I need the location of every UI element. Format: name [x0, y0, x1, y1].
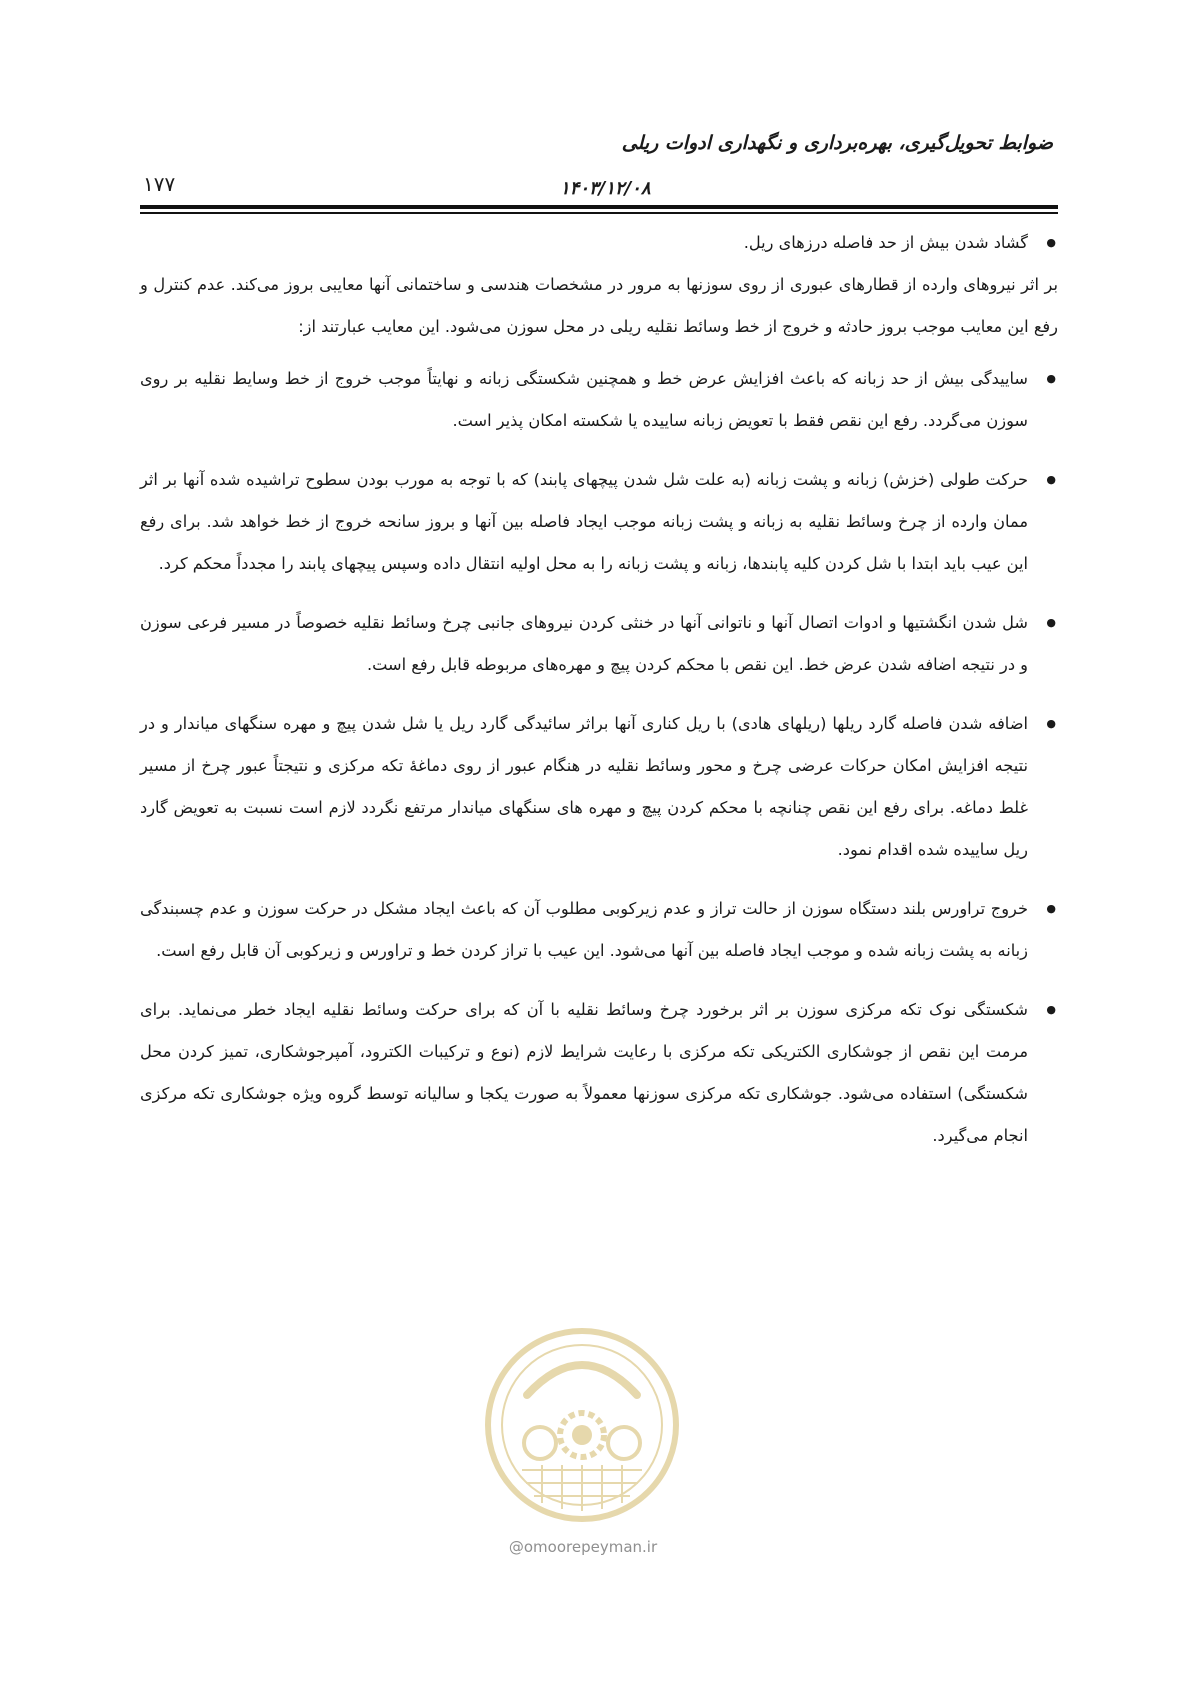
watermark-seal-logo [482, 1325, 682, 1525]
at-icon: @ [508, 1538, 524, 1556]
intro-paragraph: بر اثر نیروهای وارده از قطارهای عبوری از روی سوزنها به مرور در مشخصات هندسی و ساختمانی آنها معایبی بروز می‌کند. عدم کنترل و رفع این معایب موجب بروز حادثه و خروج از خط وسائط نقلیه ریلی در محل سوزن می‌شود. این معایب عبارتند از: [140, 275, 1058, 336]
watermark-url [478, 1538, 688, 1556]
defects-list [140, 358, 1058, 1157]
header-rule-thin [140, 212, 1058, 214]
header-rule-thick [140, 205, 1058, 209]
running-header-title: ضوابط تحویل‌گیری، بهره‌برداری و نگهداری ادوات ریلی [621, 132, 1053, 154]
watermark-url-text: omoorepeyman.ir [523, 1538, 658, 1556]
list-item: ● گشاد شدن بیش از حد فاصله درزهای ریل. [140, 222, 1058, 264]
list-item: ● شل شدن انگشتیها و ادوات اتصال آنها و ناتوانی آنها در خنثی کردن نیروهای جانبی چرخ وسائط نقلیه خصوصاً در مسیر فرعی سوزن و در نتیجه اضافه شدن عرض خط. این نقص با محکم کردن پیچ و مهره‌های مربوطه قابل رفع است. [140, 602, 1058, 686]
page-number: ۱۷۷ [143, 172, 176, 196]
intro-list [140, 222, 1058, 264]
header-date: ۱۴۰۳/۱۲/۰۸ [560, 178, 651, 199]
list-item: ● شکستگی نوک تکه مرکزی سوزن بر اثر برخورد چرخ وسائط نقلیه با آن که برای حرکت وسائط نقلیه ایجاد خطر می‌نماید. برای مرمت این نقص از جوشکاری الکتریکی تکه مرکزی با رعایت شرایط لازم (نوع و ترکیبات الکترود، آمپرجوشکاری، تمیز کردن محل شکستگی) استفاده می‌شود. جوشکاری تکه مرکزی سوزنها معمولاً به صورت یکجا و سالیانه توسط گروه ویژه جوشکاری تکه مرکزی انجام می‌گیرد. [140, 989, 1058, 1157]
list-item: ● حرکت طولی (خزش) زبانه و پشت زبانه (به علت شل شدن پیچهای پابند) که با توجه به مورب بودن سطوح تراشیده شده آنها بر اثر ممان وارده از چرخ وسائط نقلیه به زبانه و پشت زبانه موجب ایجاد فاصله بین آنها و بروز سانحه خروج از خط خواهد شد. برای رفع این عیب باید ابتدا با شل کردن کلیه پابندها، زبانه و پشت زبانه را به محل اولیه انتقال داده وسپس پیچهای پابند را مجدداً محکم کرد. [140, 459, 1058, 585]
list-item: ● خروج تراورس بلند دستگاه سوزن از حالت تراز و عدم زیرکوبی مطلوب آن که باعث ایجاد مشکل در حرکت سوزن و عدم چسبندگی زبانه به پشت زبانه شده و موجب ایجاد فاصله بین آنها می‌شود. این عیب با تراز کردن خط و تراورس و زیرکوبی آن قابل رفع است. [140, 888, 1058, 972]
body-content [140, 222, 1058, 1174]
list-item: ● اضافه شدن فاصله گارد ریلها (ریلهای هادی) با ریل کناری آنها براثر سائیدگی گارد ریل یا شل شدن پیچ و مهره سنگهای میاندار و در نتیجه افزایش امکان حرکات عرضی چرخ و محور وسائط نقلیه در هنگام عبور از روی دماغهٔ تکه مرکزی و نتیجتاً عبور چرخ از مسیر غلط دماغه. برای رفع این نقص چنانچه با محکم کردن پیچ و مهره های سنگهای میاندار مرتفع نگردد لازم است نسبت به تعویض گارد ریل ساییده شده اقدام نمود. [140, 703, 1058, 871]
list-item: ● ساییدگی بیش از حد زبانه که باعث افزایش عرض خط و همچنین شکستگی زبانه و نهایتاً موجب خروج از خط وسایط نقلیه بر روی سوزن می‌گردد. رفع این نقص فقط با تعویض زبانه ساییده یا شکسته امکان پذیر است. [140, 358, 1058, 442]
